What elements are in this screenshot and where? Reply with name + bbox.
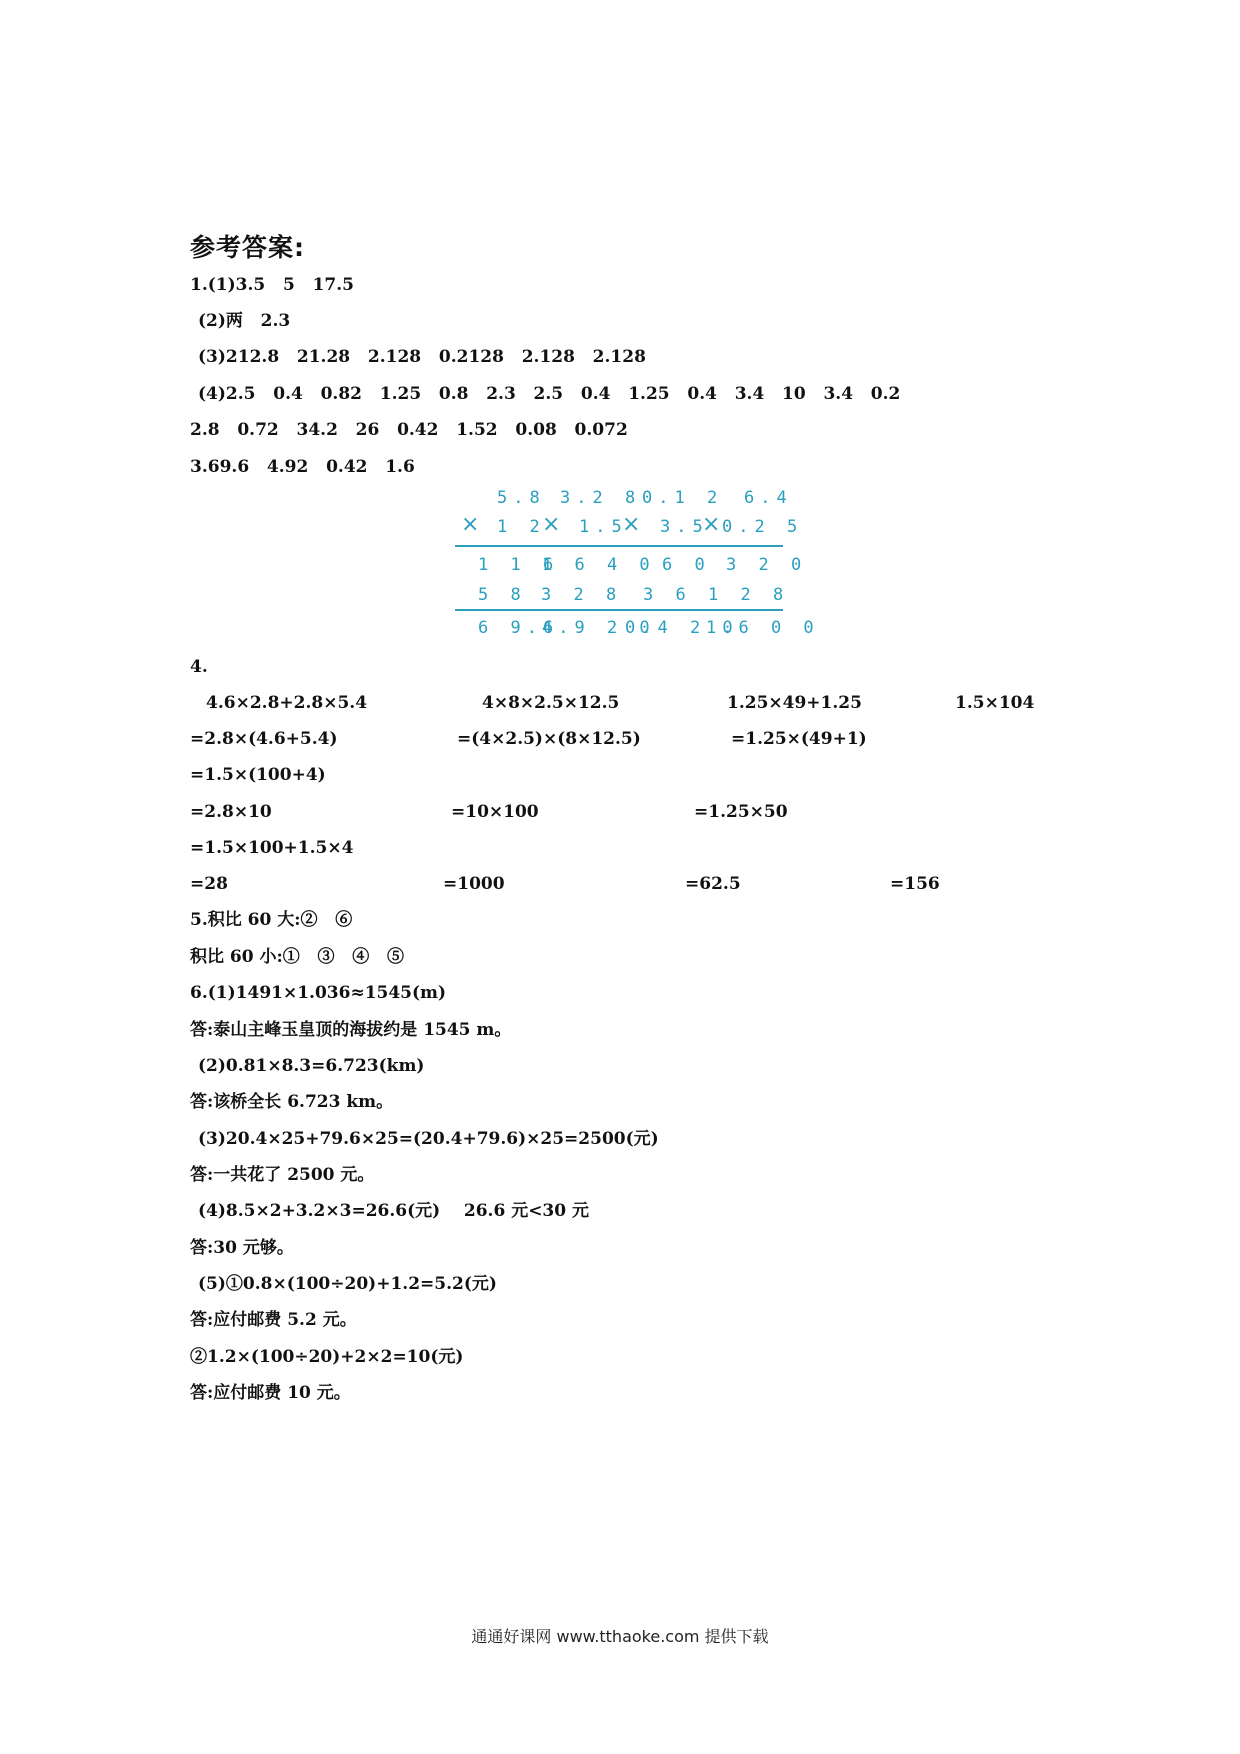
answer-q4-label: 4. [190,657,208,677]
answer-q6-line: 答:泰山主峰玉皇顶的海拔约是 1545 m。 [190,1020,512,1040]
q4-r6-c1: =28 [190,874,228,894]
answer-q5-bigger: 5.积比 60 大:② ⑥ [190,910,353,930]
calc-mult-3: 3.5 [660,517,709,537]
answer-q3: 3.69.6 4.92 0.42 1.6 [190,457,415,477]
answer-q6-line: 答:一共花了 2500 元。 [190,1165,375,1185]
multiply-sign-4: × [702,512,721,537]
answer-q2: 2.8 0.72 34.2 26 0.42 1.52 0.08 0.072 [190,420,628,440]
answer-q1-4: (4)2.5 0.4 0.82 1.25 0.8 2.3 2.5 0.4 1.25 0.4 3.4 10 3.4 0.2 [198,384,901,404]
calc-result-1: 6 9.6 [478,618,560,638]
q4-r2-c1: =2.8×(4.6+5.4) [190,729,338,749]
q4-r4-c3: =1.25×50 [694,802,788,822]
calc-partial2-1: 5 8 [478,585,527,605]
calc-partial1-1: 1 1 6 [478,555,560,575]
calc-rule-1 [455,545,783,547]
answer-q1-1: 1.(1)3.5 5 17.5 [190,275,354,295]
calc-top-1: 5.8 [497,488,546,508]
q4-r2-c2: =(4×2.5)×(8×12.5) [457,729,641,749]
calc-mult-1: 1 2 [497,517,546,537]
footer-credit: 通通好课网 www.tthaoke.com 提供下载 [471,1627,769,1646]
calc-partial2-3: 3 6 [643,585,692,605]
multiply-sign-2: × [542,512,561,537]
calc-mult-2: 1.5 [579,517,628,537]
answer-q1-3: (3)212.8 21.28 2.128 0.2128 2.128 2.128 [198,347,646,367]
calc-result-3: 0.4 2 0 [625,618,739,638]
answer-q6-line: 6.(1)1491×1.036≈1545(m) [190,983,447,1003]
q4-r1-c2: 4×8×2.5×12.5 [482,693,620,713]
calc-partial1-2: 1 6 4 0 [542,555,656,575]
calc-partial1-4: 3 2 0 [726,555,808,575]
multiply-sign-1: × [461,512,480,537]
answer-q5-smaller: 积比 60 小:① ③ ④ ⑤ [190,947,405,967]
multiply-sign-3: × [622,512,641,537]
answer-q6-line: (4)8.5×2+3.2×3=26.6(元) 26.6 元<30 元 [198,1201,590,1221]
q4-r6-c4: =156 [890,874,940,894]
calc-partial2-2: 3 2 8 [541,585,623,605]
answer-q6-line: (5)①0.8×(100÷20)+1.2=5.2(元) [198,1274,497,1294]
page-title: 参考答案: [190,233,305,262]
calc-top-3: 0.1 2 [642,488,724,508]
answer-q6-line: ②1.2×(100÷20)+2×2=10(元) [190,1347,464,1367]
q4-r4-c2: =10×100 [451,802,539,822]
answer-q6-line: 答:该桥全长 6.723 km。 [190,1092,394,1112]
q4-r5-c1: =1.5×100+1.5×4 [190,838,354,858]
calc-result-2: 4.9 2 0 [542,618,656,638]
answer-q6-line: (2)0.81×8.3=6.723(km) [198,1056,425,1076]
calc-rule-2 [455,609,783,611]
calc-top-4: 6.4 [744,488,793,508]
q4-r1-c1: 4.6×2.8+2.8×5.4 [206,693,368,713]
calc-top-2: 3.2 8 [560,488,642,508]
q4-r1-c3: 1.25×49+1.25 [727,693,862,713]
answer-q6-line: (3)20.4×25+79.6×25=(20.4+79.6)×25=2500(元) [198,1129,659,1149]
answer-q6-line: 答:应付邮费 5.2 元。 [190,1310,357,1330]
q4-r6-c3: =62.5 [685,874,741,894]
answer-q6-line: 答:应付邮费 10 元。 [190,1383,351,1403]
calc-result-4: 1.6 0 0 [706,618,820,638]
q4-r4-c1: =2.8×10 [190,802,272,822]
q4-r2-c3: =1.25×(49+1) [731,729,867,749]
q4-r3-c1: =1.5×(100+4) [190,765,326,785]
calc-mult-4: 0.2 5 [722,517,804,537]
q4-r6-c2: =1000 [443,874,505,894]
calc-partial1-3: 6 0 [662,555,711,575]
answer-q6-line: 答:30 元够。 [190,1238,294,1258]
calc-partial2-4: 1 2 8 [708,585,790,605]
q4-r1-c4: 1.5×104 [955,693,1035,713]
answer-q1-2: (2)两 2.3 [198,311,291,331]
